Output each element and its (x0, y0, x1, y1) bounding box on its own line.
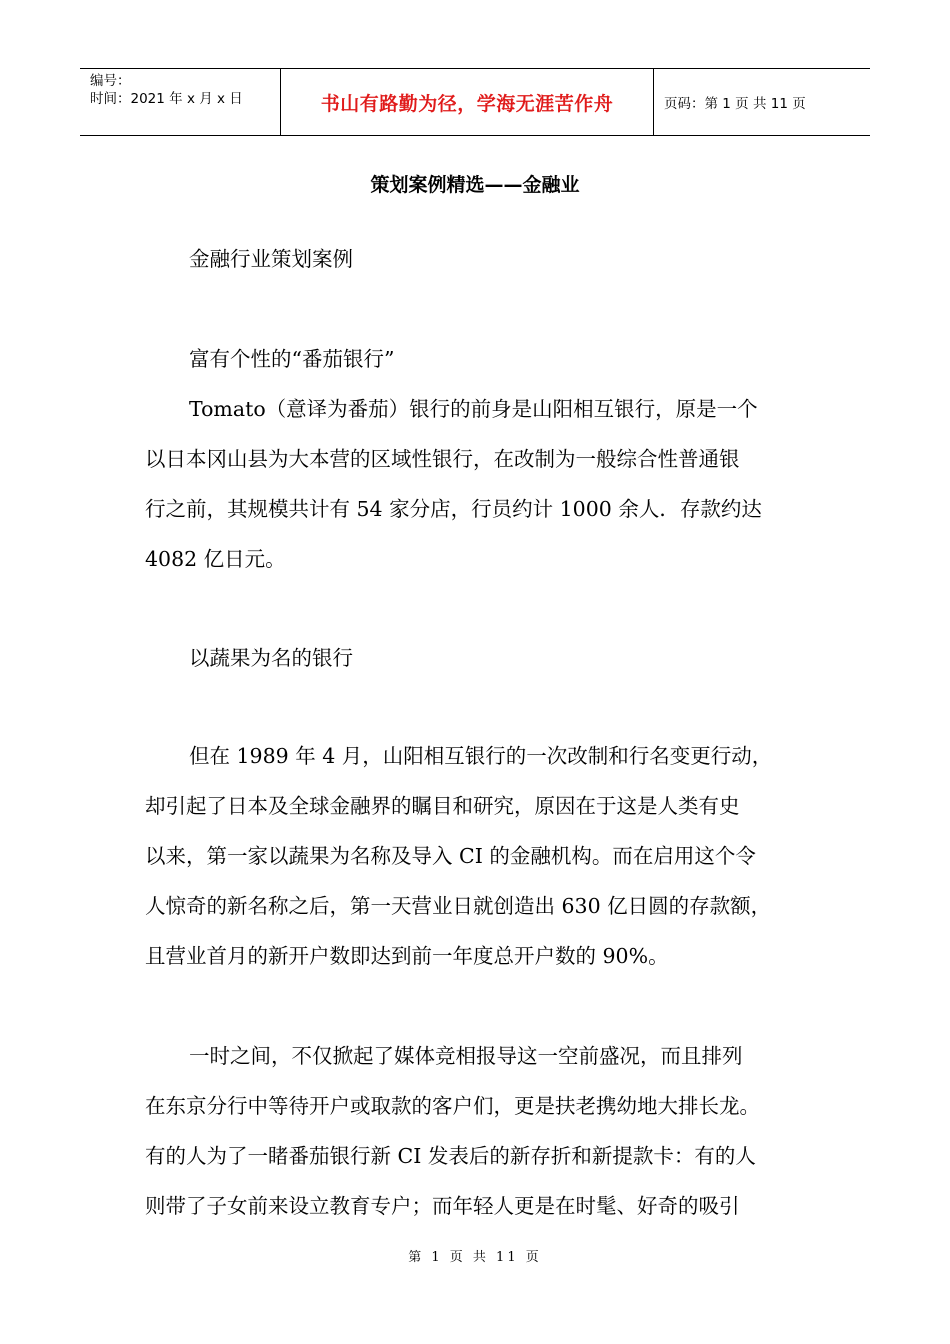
page-footer: 第 1 页 共 11 页 (408, 1250, 542, 1265)
section-heading: 富有个性的“番茄银行” (189, 347, 395, 371)
heading-paragraph-1 (145, 334, 825, 384)
paragraph-line: 但在 1989 年 4 月，山阳相互银行的一次改制和行名变更行动， (189, 744, 773, 768)
page-info: 页码：第 1 页 共 11 页 (664, 96, 806, 112)
paragraph-line: 人惊奇的新名称之后，第一天营业日就创造出 630 亿日圆的存款额， (145, 894, 772, 918)
heading-paragraph-2 (145, 633, 825, 683)
motto-text: 书山有路勤为径，学海无涯苦作舟 (320, 92, 614, 115)
header-meta-cell (80, 69, 281, 135)
header-table (80, 68, 870, 136)
header-motto-cell (281, 69, 654, 135)
header-page-cell (654, 69, 870, 135)
paragraph-line: 有的人为了一睹番茄银行新 CI 发表后的新存折和新提款卡：有的人 (145, 1144, 756, 1168)
paragraph-line: 且营业首月的新开户数即达到前一年度总开户数的 90%。 (145, 944, 669, 968)
paragraph-line: 以日本冈山县为大本营的区域性银行，在改制为一般综合性普通银 (145, 447, 740, 471)
paragraph-line: 以来，第一家以蔬果为名称及导入 CI 的金融机构。而在启用这个令 (145, 844, 756, 868)
serial-label: 编号： (90, 73, 131, 89)
paragraph-line: Tomato（意译为番茄）银行的前身是山阳相互银行，原是一个 (189, 397, 758, 421)
paragraph-line: 在东京分行中等待开户或取款的客户们，更是扶老携幼地大排长龙。 (145, 1094, 760, 1118)
body-paragraph-2 (145, 731, 825, 981)
subtitle: 金融行业策划案例 (189, 247, 353, 271)
paragraph-line: 行之前，其规模共计有 54 家分店，行员约计 1000 余人．存款约达 (145, 497, 762, 521)
paragraph-line: 一时之间，不仅掀起了媒体竞相报导这一空前盛况，而且排列 (189, 1044, 743, 1068)
subtitle-paragraph (145, 234, 825, 284)
paragraph-line: 则带了子女前来设立教育专户；而年轻人更是在时髦、好奇的吸引 (145, 1194, 740, 1218)
paragraph-line: 4082 亿日元。 (145, 547, 286, 571)
document-title: 策划案例精选——金融业 (370, 174, 580, 196)
body-paragraph-1 (145, 384, 825, 584)
date-label: 时间：2021 年 x 月 x 日 (90, 91, 243, 107)
body-paragraph-3 (145, 1031, 825, 1231)
section-heading: 以蔬果为名的银行 (189, 646, 353, 670)
paragraph-line: 却引起了日本及全球金融界的瞩目和研究，原因在于这是人类有史 (145, 794, 740, 818)
